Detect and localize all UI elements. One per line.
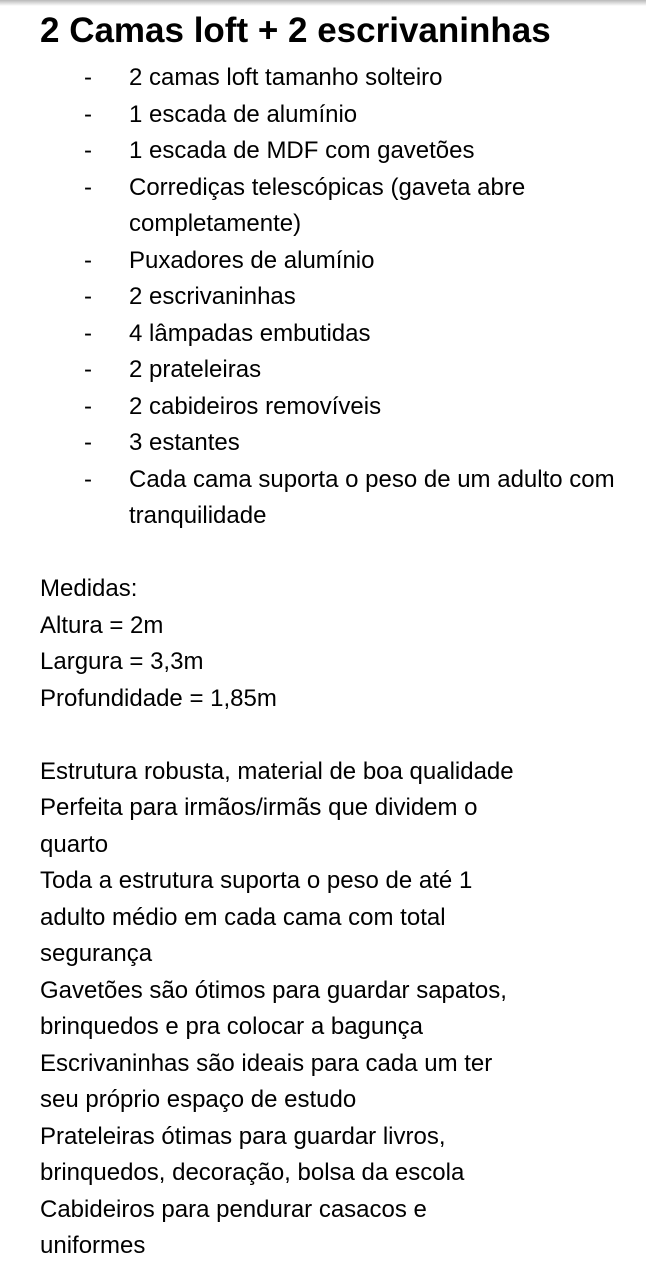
bullet-dash: - <box>84 319 92 347</box>
list-item: - Cada cama suporta o peso de um adulto com tranquilidade <box>40 462 640 535</box>
list-item: - 2 cabideiros removíveis <box>40 389 640 426</box>
bullet-dash: - <box>84 64 92 91</box>
measurement-width: Largura = 3,3m <box>40 648 204 675</box>
spacer <box>40 717 640 754</box>
description-line: brinquedos, decoração, bolsa da escola <box>40 1159 465 1186</box>
bullet-dash: - <box>84 283 92 310</box>
bullet-dash: - <box>84 137 92 164</box>
list-item: - 2 escrivaninhas <box>40 279 640 316</box>
measurements-heading: Medidas: <box>40 575 138 602</box>
bullet-dash: - <box>84 100 92 128</box>
description-line: Toda a estrutura suporta o peso de até 1 <box>40 867 473 894</box>
list-item: - 4 lâmpadas embutidas <box>40 316 640 353</box>
feature-list <box>40 60 640 535</box>
document-body <box>40 10 640 1265</box>
list-item: - 1 escada de MDF com gavetões <box>40 133 640 170</box>
list-item: - 2 prateleiras <box>40 352 640 389</box>
description-line: quarto <box>40 830 109 858</box>
description-line: Gavetões são ótimos para guardar sapatos, <box>40 976 507 1004</box>
list-item: - 3 estantes <box>40 425 640 462</box>
bullet-dash: - <box>84 356 92 383</box>
bullet-dash: - <box>84 246 92 274</box>
measurement-height: Altura = 2m <box>40 611 164 639</box>
bullet-dash: - <box>84 392 92 420</box>
measurements-section <box>40 571 640 717</box>
top-edge-shadow <box>0 0 646 6</box>
measurement-depth: Profundidade = 1,85m <box>40 684 277 712</box>
bullet-dash: - <box>84 173 92 201</box>
list-item: - Corrediças telescópicas (gaveta abre completamente) <box>40 170 640 243</box>
description-line: Estrutura robusta, material de boa qualidade <box>40 757 514 785</box>
spacer <box>40 535 640 572</box>
list-item: - Puxadores de alumínio <box>40 243 640 280</box>
page-title: 2 Camas loft + 2 escrivaninhas <box>40 11 551 50</box>
bullet-dash: - <box>84 429 92 456</box>
description-line: uniformes <box>40 1232 146 1259</box>
description-line: adulto médio em cada cama com total <box>40 903 446 931</box>
description-line: Prateleiras ótimas para guardar livros, <box>40 1122 446 1150</box>
list-item: - 2 camas loft tamanho solteiro <box>40 60 640 97</box>
description-line: segurança <box>40 940 153 967</box>
description-line: Cabideiros para pendurar casacos e <box>40 1195 427 1223</box>
bullet-dash: - <box>84 465 92 493</box>
list-item: - 1 escada de alumínio <box>40 97 640 134</box>
description-section <box>40 754 640 1265</box>
description-line: Escrivaninhas são ideais para cada um ter <box>40 1049 493 1077</box>
description-line: Perfeita para irmãos/irmãs que dividem o <box>40 794 478 821</box>
description-line: seu próprio espaço de estudo <box>40 1086 357 1113</box>
description-line: brinquedos e pra colocar a bagunça <box>40 1013 423 1040</box>
